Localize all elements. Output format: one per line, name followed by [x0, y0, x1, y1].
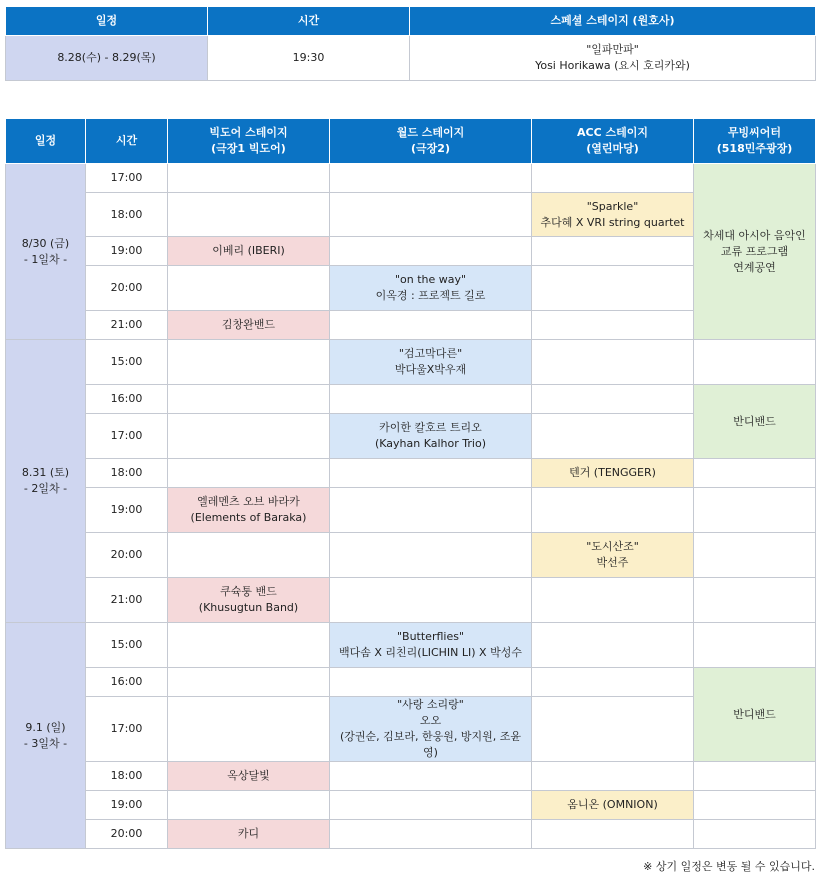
header-stage-world-venue: (극장2) — [411, 142, 450, 155]
empty-cell — [330, 533, 532, 578]
day3-date — [6, 623, 86, 849]
time-cell: 21:00 — [86, 311, 168, 340]
day2-date-label: 8.31 (토) — [21, 466, 70, 479]
baraka-performer: (Elements of Baraka) — [190, 511, 307, 524]
schedule-change-note: ※ 상기 일정은 변동 될 수 있습니다. — [643, 860, 815, 873]
empty-cell — [532, 311, 694, 340]
empty-cell — [168, 385, 330, 414]
ontheway-performer: 이옥경 : 프로젝트 길로 — [375, 289, 486, 302]
oksang-program: 옥상달빛 — [168, 762, 330, 791]
kayhan-title: 카이한 칼호르 트리오 — [379, 421, 482, 434]
table-row — [6, 340, 816, 385]
khus-performer: (Khusugtun Band) — [198, 601, 299, 614]
empty-cell — [168, 266, 330, 311]
day2-day-label: - 2일차 - — [23, 482, 68, 495]
special-date: 8.28(수) - 8.29(목) — [6, 36, 208, 81]
empty-cell — [330, 237, 532, 266]
header-stage-moving-name: 무빙씨어터 — [727, 126, 782, 139]
empty-cell — [330, 820, 532, 849]
table-row — [6, 578, 816, 623]
table-row — [6, 459, 816, 488]
header-stage-bigdoor — [168, 119, 330, 164]
baraka-program — [168, 488, 330, 533]
time-cell: 17:00 — [86, 414, 168, 459]
empty-cell — [694, 488, 816, 533]
header-date: 일정 — [6, 119, 86, 164]
day1-moving-line2: 교류 프로그램 — [720, 244, 789, 258]
empty-cell — [330, 578, 532, 623]
sarang-performer: 오오 — [419, 714, 442, 727]
time-cell: 19:00 — [86, 791, 168, 820]
empty-cell — [694, 578, 816, 623]
butterflies-program — [330, 623, 532, 668]
khus-title: 쿠슉퉁 밴드 — [220, 585, 277, 598]
empty-cell — [532, 237, 694, 266]
header-stage-world — [330, 119, 532, 164]
omnion-program: 옴니온 (OMNION) — [532, 791, 694, 820]
empty-cell — [330, 762, 532, 791]
empty-cell — [168, 668, 330, 697]
day2-bandi-program: 반디밴드 — [694, 385, 816, 459]
day1-date-label: 8/30 (금) — [21, 236, 70, 250]
day1-day-label: - 1일차 - — [23, 252, 68, 266]
header-time: 시간 — [86, 119, 168, 164]
time-cell: 20:00 — [86, 266, 168, 311]
empty-cell — [532, 340, 694, 385]
time-cell: 15:00 — [86, 340, 168, 385]
geomgo-performer: 박다울X박우재 — [394, 363, 467, 376]
khus-program — [168, 578, 330, 623]
sarang-members: (강권순, 김보라, 한웅원, 방지원, 조윤영) — [339, 730, 522, 759]
empty-cell — [694, 762, 816, 791]
special-time: 19:30 — [208, 36, 410, 81]
day1-date — [6, 164, 86, 340]
empty-cell — [330, 668, 532, 697]
header-stage-moving-venue: (518민주광장) — [716, 142, 793, 155]
sparkle-program — [532, 193, 694, 237]
day1-moving-line1: 차세대 아시아 음악인 — [703, 228, 806, 242]
schedule-table — [5, 118, 816, 849]
sarang-title: "사랑 소리랑" — [397, 698, 464, 711]
geomgo-program — [330, 340, 532, 385]
table-row — [6, 488, 816, 533]
empty-cell — [532, 385, 694, 414]
empty-cell — [168, 414, 330, 459]
geomgo-title: "검고막다른" — [398, 347, 463, 360]
empty-cell — [694, 459, 816, 488]
sparkle-performer: 추다혜 X VRI string quartet — [540, 215, 685, 229]
iberi-program: 이베리 (IBERI) — [168, 237, 330, 266]
empty-cell — [330, 385, 532, 414]
butterflies-title: "Butterflies" — [396, 630, 465, 643]
kadi-program: 카디 — [168, 820, 330, 849]
special-header-time: 시간 — [208, 7, 410, 36]
empty-cell — [168, 697, 330, 762]
empty-cell — [168, 791, 330, 820]
empty-cell — [532, 762, 694, 791]
special-header-stage: 스페셜 스테이지 (원호사) — [410, 7, 816, 36]
empty-cell — [330, 488, 532, 533]
day1-moving-line3: 연계공연 — [733, 260, 776, 274]
day3-date-label: 9.1 (일) — [25, 720, 66, 734]
header-stage-acc-venue: (열린마당) — [586, 142, 639, 155]
empty-cell — [168, 623, 330, 668]
time-cell: 18:00 — [86, 459, 168, 488]
day3-day-label: - 3일차 - — [23, 736, 68, 750]
table-row — [6, 762, 816, 791]
empty-cell — [532, 820, 694, 849]
day1-moving-program — [694, 164, 816, 340]
ontheway-title: "on the way" — [394, 273, 467, 286]
butterflies-performer: 백다솜 X 리친리(LICHIN LI) X 박성수 — [339, 646, 522, 659]
table-row — [6, 164, 816, 193]
time-cell: 17:00 — [86, 697, 168, 762]
day3-bandi-program: 반디밴드 — [694, 668, 816, 762]
empty-cell — [694, 340, 816, 385]
special-stage-table — [5, 6, 816, 81]
special-performer: Yosi Horikawa (요시 호리카와) — [535, 59, 690, 72]
time-cell: 21:00 — [86, 578, 168, 623]
time-cell: 17:00 — [86, 164, 168, 193]
tengger-program: 텐거 (TENGGER) — [532, 459, 694, 488]
special-row — [6, 36, 816, 81]
empty-cell — [330, 791, 532, 820]
empty-cell — [330, 459, 532, 488]
empty-cell — [532, 668, 694, 697]
sarang-program — [330, 697, 532, 762]
table-row — [6, 533, 816, 578]
empty-cell — [330, 193, 532, 237]
header-stage-moving — [694, 119, 816, 164]
kayhan-performer: (Kayhan Kalhor Trio) — [375, 437, 486, 450]
time-cell: 16:00 — [86, 668, 168, 697]
day2-date — [6, 340, 86, 623]
time-cell: 19:00 — [86, 488, 168, 533]
dosi-program — [532, 533, 694, 578]
header-stage-world-name: 월드 스테이지 — [396, 126, 465, 139]
table-row — [6, 385, 816, 414]
special-title: "일파만파" — [586, 43, 639, 56]
empty-cell — [532, 697, 694, 762]
empty-cell — [694, 623, 816, 668]
table-row — [6, 791, 816, 820]
time-cell: 15:00 — [86, 623, 168, 668]
empty-cell — [532, 488, 694, 533]
empty-cell — [168, 164, 330, 193]
empty-cell — [694, 791, 816, 820]
time-cell: 20:00 — [86, 533, 168, 578]
sparkle-title: "Sparkle" — [586, 199, 639, 213]
empty-cell — [694, 533, 816, 578]
header-stage-acc-name: ACC 스테이지 — [577, 126, 648, 139]
schedule-header-row — [6, 119, 816, 164]
table-row — [6, 820, 816, 849]
empty-cell — [532, 266, 694, 311]
time-cell: 18:00 — [86, 762, 168, 791]
time-cell: 20:00 — [86, 820, 168, 849]
empty-cell — [532, 623, 694, 668]
ontheway-program — [330, 266, 532, 311]
time-cell: 19:00 — [86, 237, 168, 266]
kim-program: 김창완밴드 — [168, 311, 330, 340]
dosi-performer: 박선주 — [596, 556, 629, 569]
empty-cell — [532, 414, 694, 459]
empty-cell — [168, 459, 330, 488]
empty-cell — [694, 820, 816, 849]
empty-cell — [168, 193, 330, 237]
special-header-row — [6, 7, 816, 36]
empty-cell — [532, 578, 694, 623]
header-stage-acc — [532, 119, 694, 164]
kayhan-program — [330, 414, 532, 459]
empty-cell — [532, 164, 694, 193]
dosi-title: "도시산조" — [586, 540, 639, 553]
empty-cell — [330, 164, 532, 193]
baraka-title: 엘레멘츠 오브 바라카 — [197, 495, 300, 508]
empty-cell — [168, 533, 330, 578]
header-stage-bigdoor-venue: (극장1 빅도어) — [211, 142, 286, 155]
table-row — [6, 623, 816, 668]
special-header-date: 일정 — [6, 7, 208, 36]
empty-cell — [168, 340, 330, 385]
special-program — [410, 36, 816, 81]
table-row — [6, 668, 816, 697]
time-cell: 18:00 — [86, 193, 168, 237]
time-cell: 16:00 — [86, 385, 168, 414]
empty-cell — [330, 311, 532, 340]
header-stage-bigdoor-name: 빅도어 스테이지 — [209, 126, 288, 139]
